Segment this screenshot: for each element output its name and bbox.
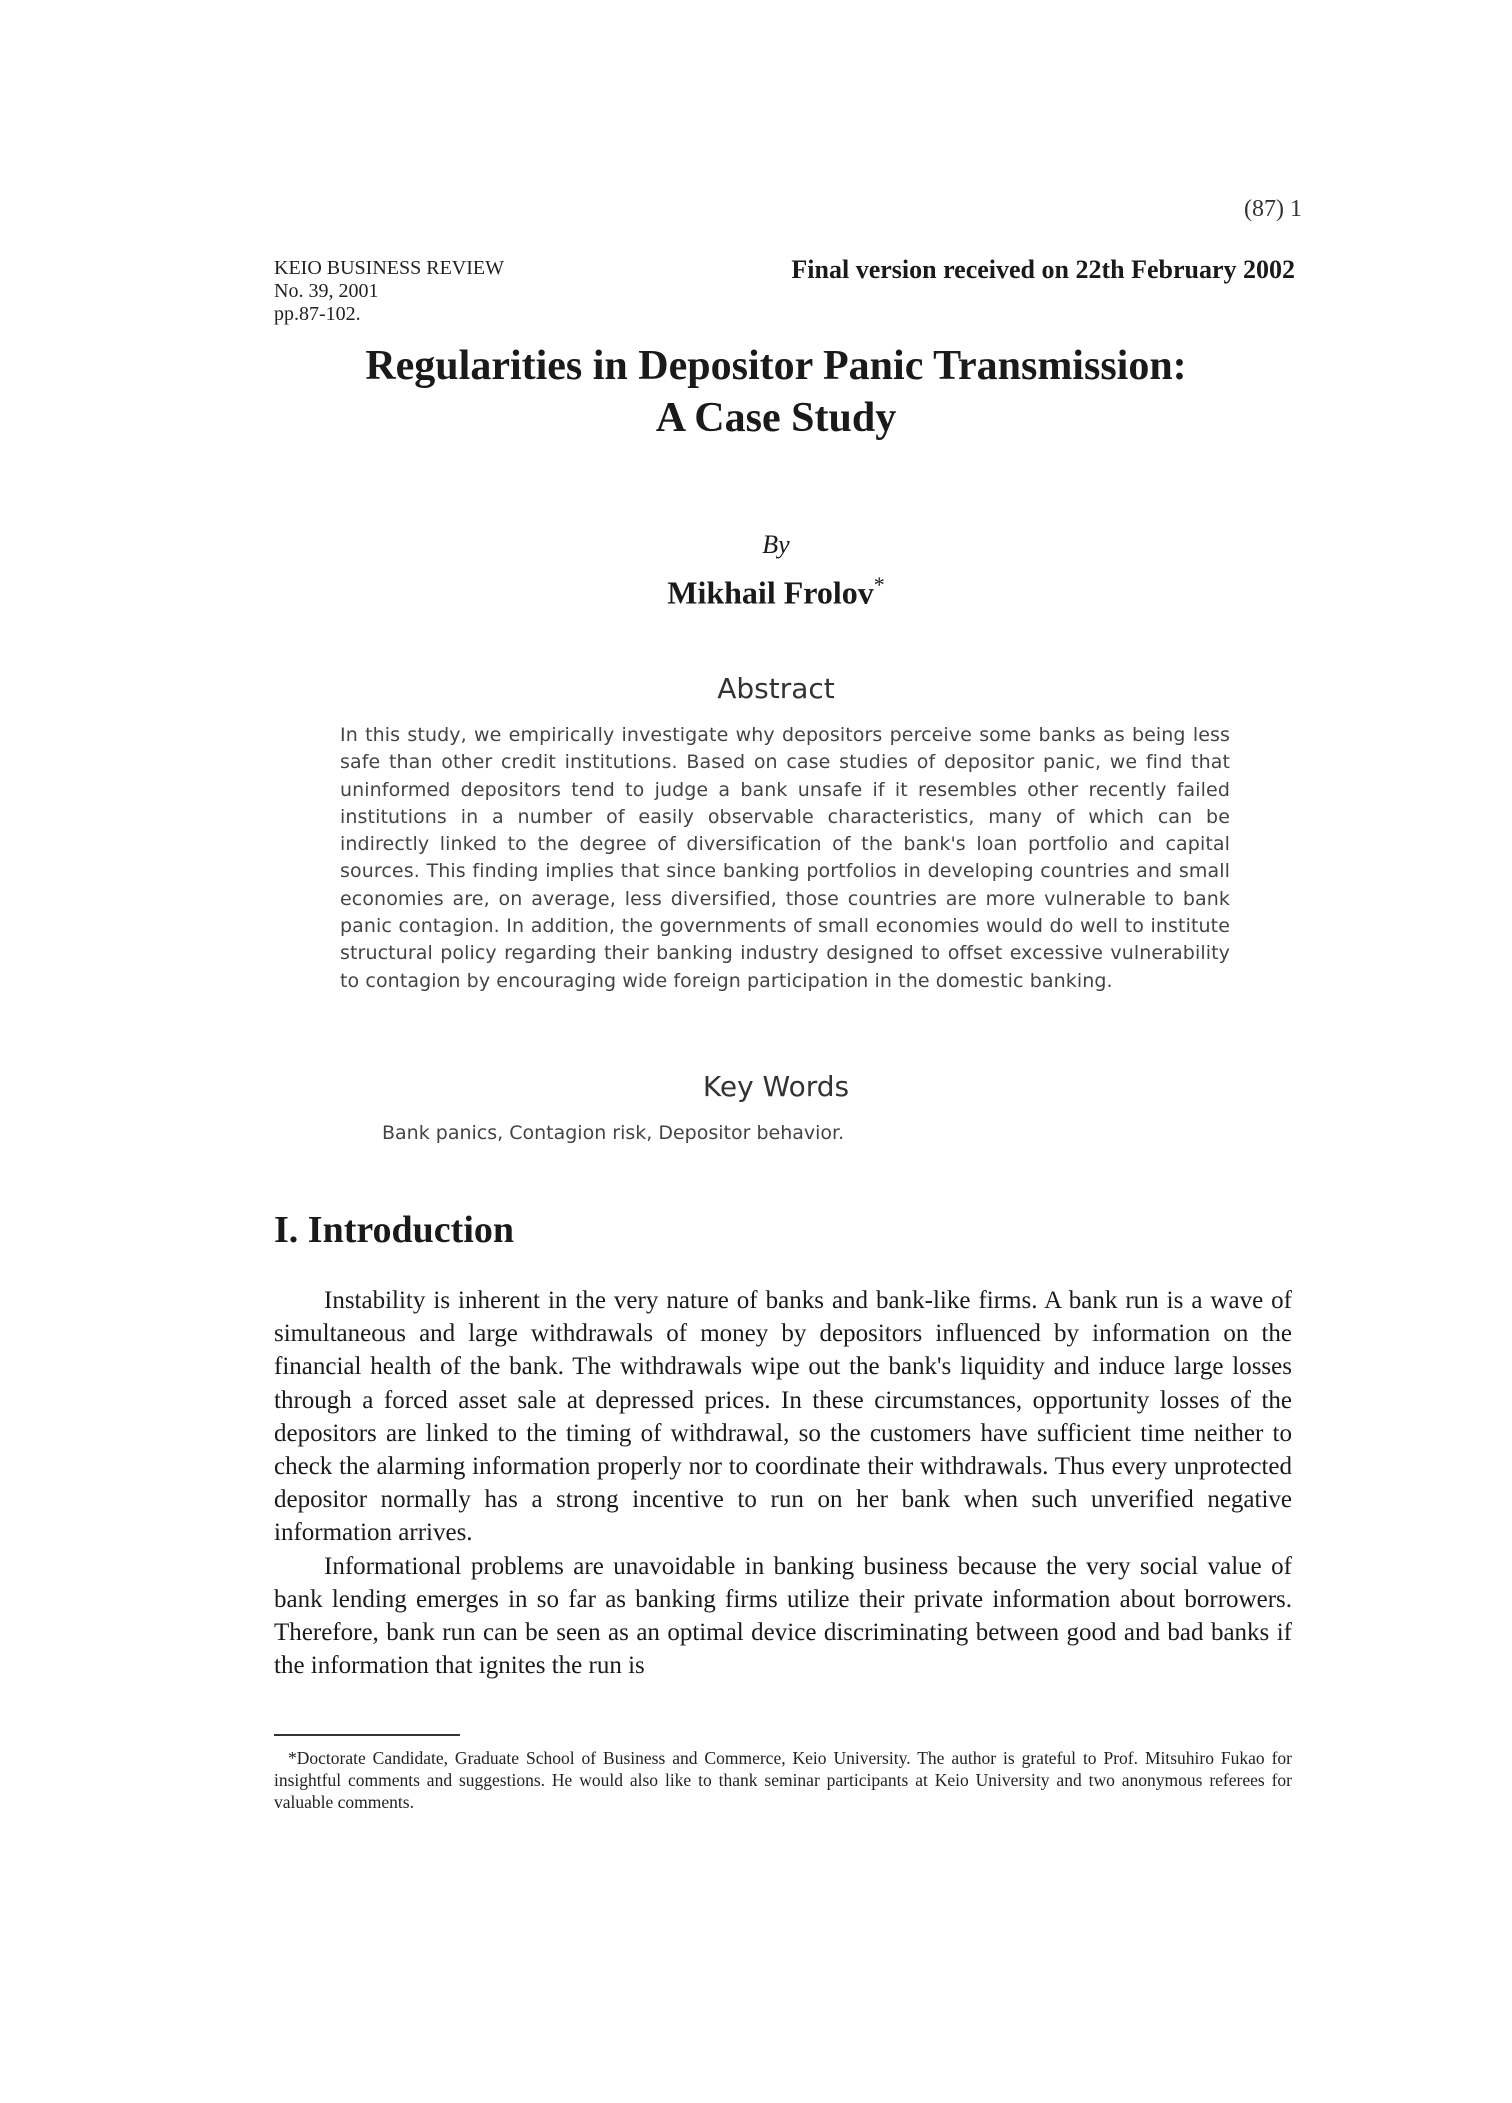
section-heading: I. Introduction [274, 1209, 515, 1251]
body-paragraph-2: Informational problems are unavoidable in banking business because the very social value of bank lending emerges in so far as banking firms utilize their private information about borrowers. Therefore, bank run can be seen as an optimal device discriminating between good and bad banks if the information that ignites the run is [274, 1552, 1292, 1680]
by-label: By [762, 530, 790, 559]
body-paragraph-1: Instability is inherent in the very nature of banks and bank-like firms. A bank run is a wave of simultaneous and large withdrawals of money by depositors influenced by information on the financial health of the bank. The withdrawals wipe out the bank's liquidity and induce large losses through a forced asset sale at depressed prices. In these circumstances, opportunity losses of the depositors are linked to the timing of withdrawal, so the customers have sufficient time neither to check the alarming information properly nor to coordinate their withdrawals. Thus every unprotected depositor normally has a strong incentive to run on her bank when such unverified negative information arrives. [274, 1287, 1292, 1547]
title-line-2: A Case Study [655, 395, 897, 441]
paper-title [256, 340, 1296, 444]
journal-issue: No. 39, 2001 [274, 280, 379, 302]
author-footnote-mark: * [873, 572, 885, 597]
abstract-body: In this study, we empirically investigate why depositors perceive some banks as being less safe than other credit institutions. Based on case studies of depositor panic, we find that uninformed depositors tend to judge a bank unsafe if it resembles other recently failed institutions in a number of easily observable characteristics, many of which can be indirectly linked to the degree of diversification of the bank's loan portfolio and capital sources. This finding implies that since banking portfolios in developing countries and small economies are, on average, less diversified, those countries are more vulnerable to bank panic contagion. In addition, the governments of small economies would do well to institute structural policy regarding their banking industry designed to offset excessive vulnerability to contagion by encouraging wide foreign participation in the domestic banking. [340, 724, 1230, 992]
journal-pages: pp.87-102. [274, 303, 361, 325]
footnote-divider [274, 1734, 460, 1736]
keywords-heading: Key Words [702, 1070, 850, 1103]
journal-name: KEIO BUSINESS REVIEW [274, 257, 504, 279]
page-number: (87) 1 [1244, 196, 1302, 222]
author-name: Mikhail Frolov [667, 574, 874, 611]
author-line [256, 572, 1296, 612]
keywords-body: Bank panics, Contagion risk, Depositor behavior. [382, 1122, 845, 1144]
body-text [274, 1284, 1292, 1682]
footnote: *Doctorate Candidate, Graduate School of Business and Commerce, Keio University. The author is grateful to Prof. Mitsuhiro Fukao for insightful comments and suggestions. He would also like to thank seminar participants at Keio University and two anonymous referees for valuable comments. [274, 1748, 1292, 1812]
title-line-1: Regularities in Depositor Panic Transmission: [365, 343, 1187, 389]
received-note: Final version received on 22th February 2002 [791, 255, 1295, 284]
abstract-heading: Abstract [717, 672, 835, 705]
journal-info [274, 257, 504, 326]
